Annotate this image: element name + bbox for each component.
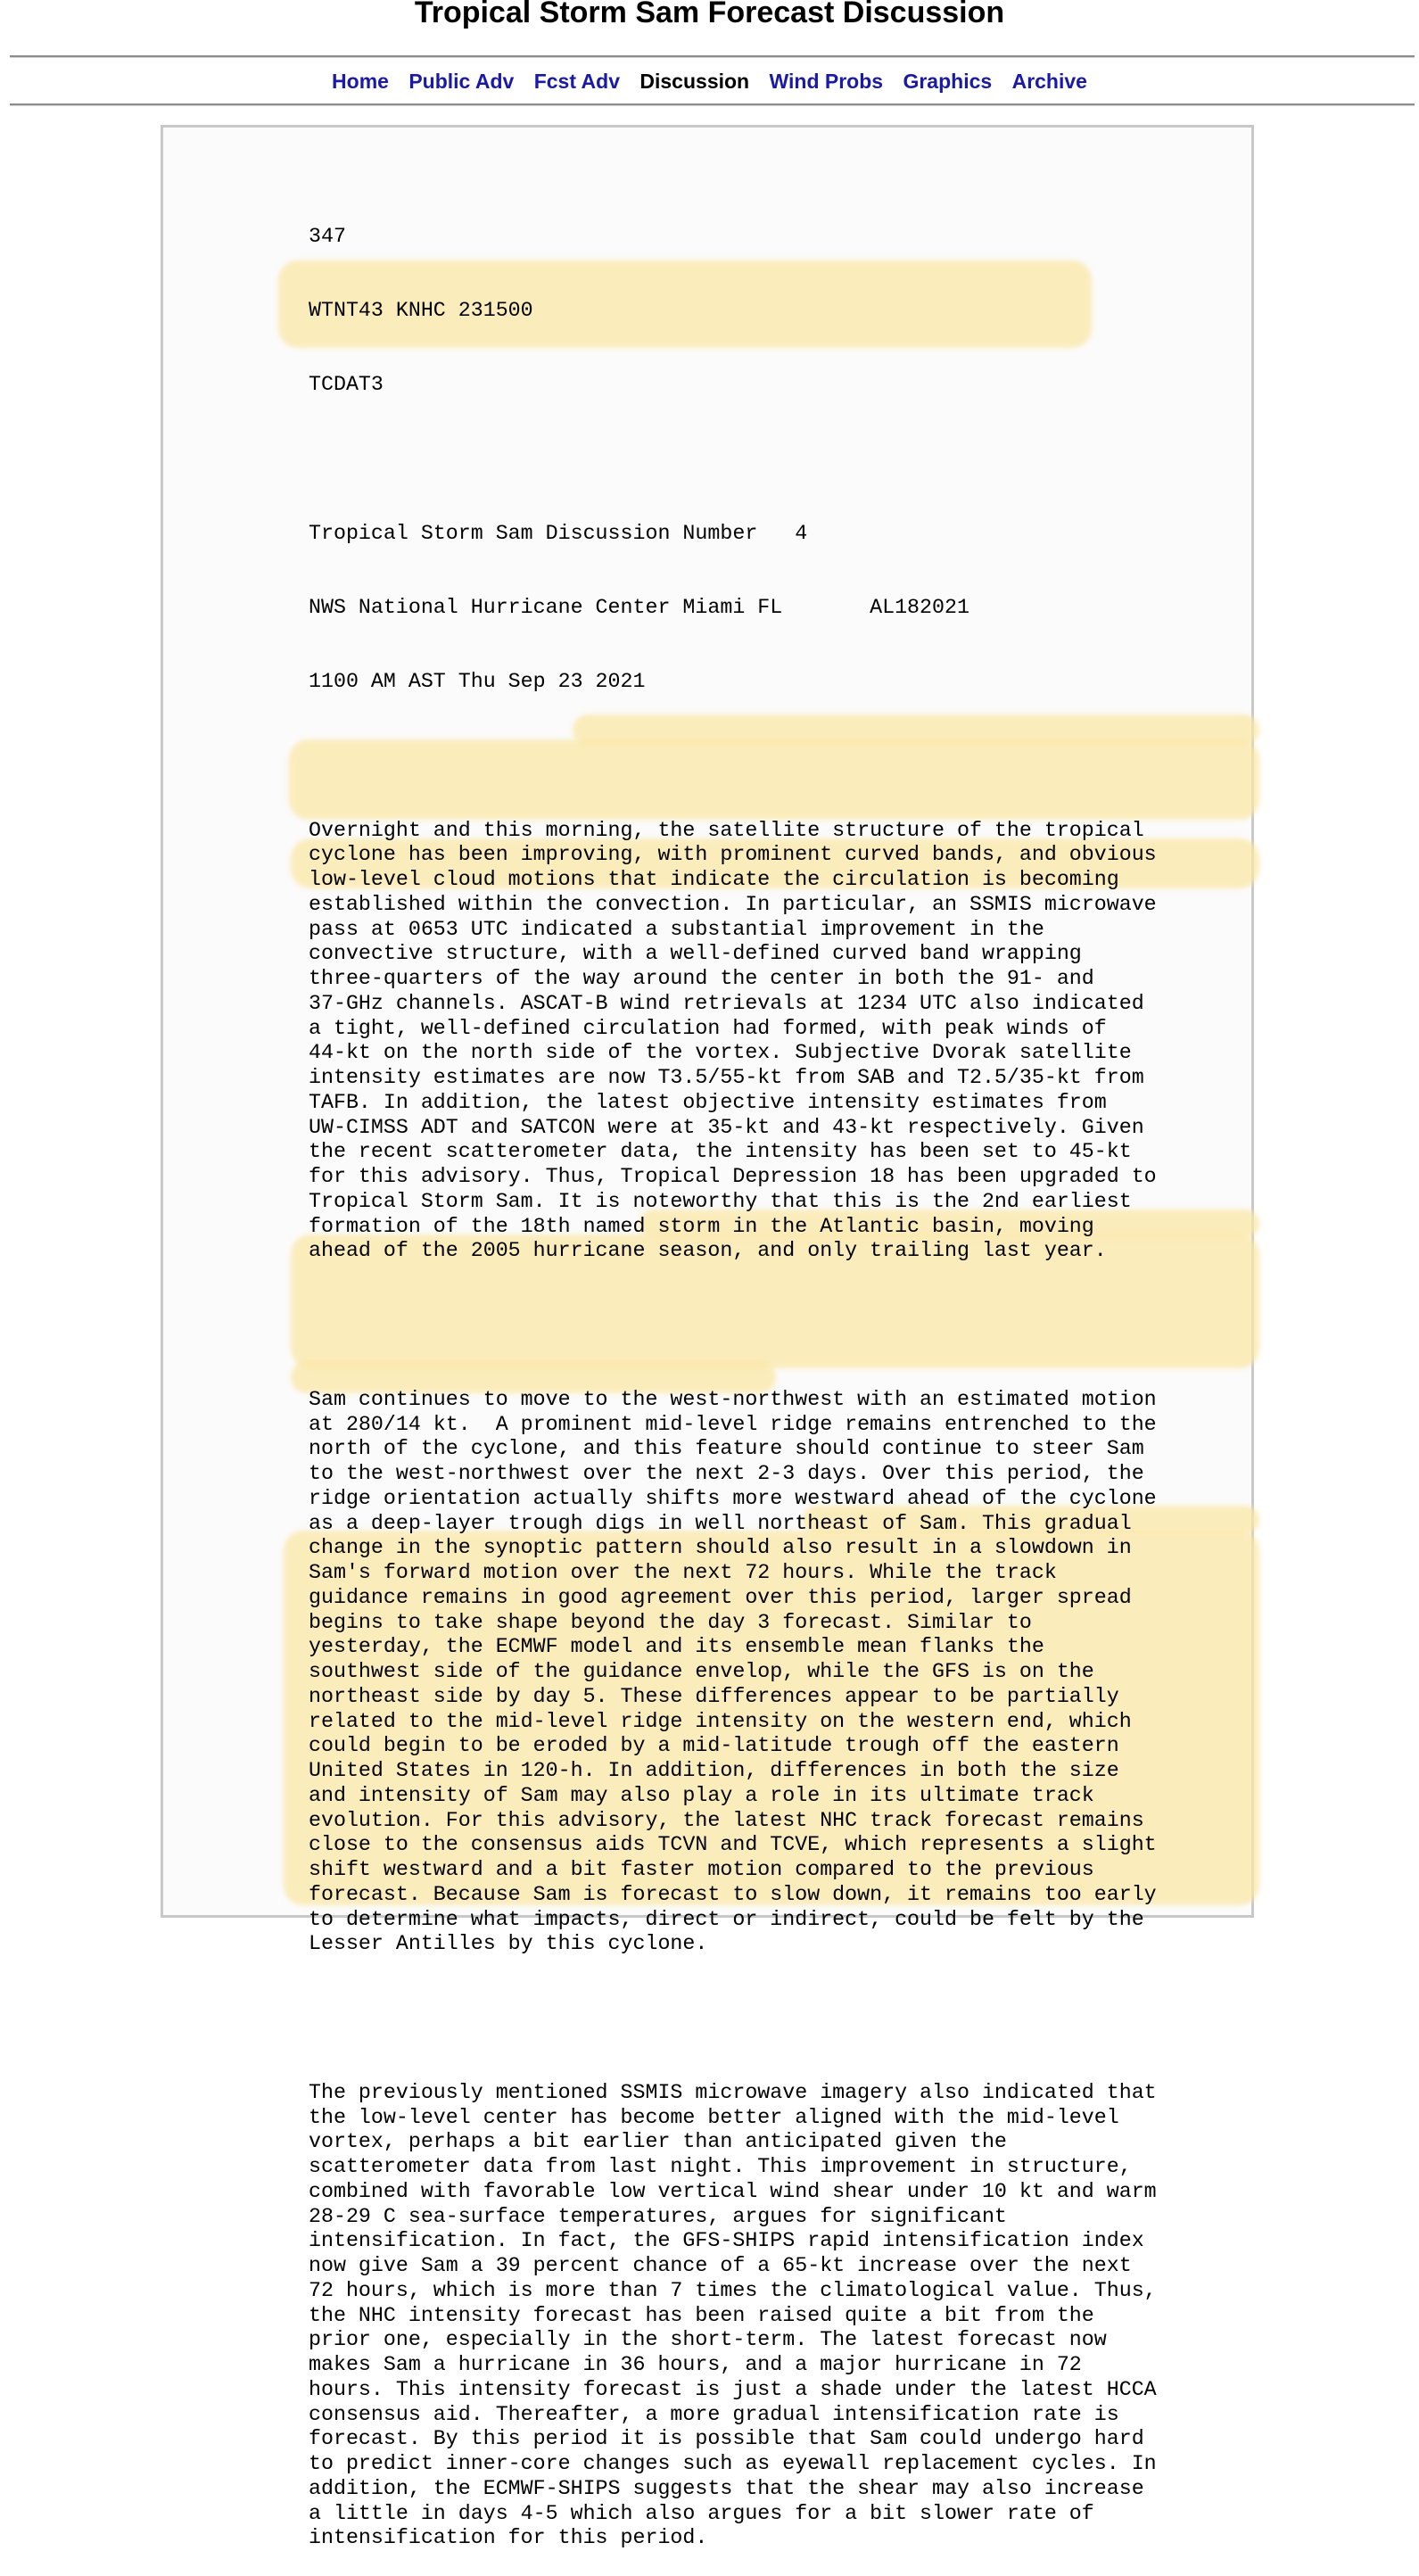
text-line: to predict inner-core changes such as eyewall replacement cycles. In xyxy=(309,2452,1157,2475)
text-line: Overnight and this morning, the satellite structure of the tropical xyxy=(309,818,1144,842)
text-line: and intensity of Sam may also play a role in its ultimate track xyxy=(309,1783,1094,1807)
text-line: evolution. For this advisory, the latest NHC track forecast remains xyxy=(309,1808,1144,1832)
text-line: related to the mid-level ridge intensity on the western end, which xyxy=(309,1709,1132,1733)
text-line: scatterometer data from last night. This improvement in structure, xyxy=(309,2155,1132,2178)
discussion-text xyxy=(309,175,1406,2576)
nav-current-discussion: Discussion xyxy=(639,70,750,93)
text-line: southwest side of the guidance envelop, while the GFS is on the xyxy=(309,1660,1094,1683)
text-line: intensification. In fact, the GFS-SHIPS rapid intensification index xyxy=(309,2229,1144,2253)
text-line: intensification for this period. xyxy=(309,2526,708,2550)
text-line: 72 hours, which is more than 7 times the climatological value. Thus, xyxy=(309,2278,1157,2302)
text-line: shift westward and a bit faster motion compared to the previous xyxy=(309,1858,1094,1881)
text-line: for this advisory. Thus, Tropical Depression 18 has been upgraded to xyxy=(309,1165,1157,1188)
discussion-heading-line: NWS National Hurricane Center Miami FL AL182021 xyxy=(309,595,969,619)
text-line: 37-GHz channels. ASCAT-B wind retrievals at 1234 UTC also indicated xyxy=(309,991,1144,1015)
text-line: UW-CIMSS ADT and SATCON were at 35-kt and 43-kt respectively. Given xyxy=(309,1115,1144,1139)
nav-bar xyxy=(0,70,1419,93)
text-line: to determine what impacts, direct or indirect, could be felt by the xyxy=(309,1907,1144,1931)
text-line: intensity estimates are now T3.5/55-kt from SAB and T2.5/35-kt from xyxy=(309,1066,1144,1089)
text-line: ridge orientation actually shifts more westward ahead of the cyclone xyxy=(309,1486,1157,1510)
text-line: cyclone has been improving, with prominent curved bands, and obvious xyxy=(309,843,1157,867)
text-line: northeast side by day 5. These differences appear to be partially xyxy=(309,1684,1119,1708)
text-line: combined with favorable low vertical wind shear under 10 kt and warm xyxy=(309,2179,1157,2203)
product-id: 347 xyxy=(309,224,346,248)
text-line: vortex, perhaps a bit earlier than anticipated given the xyxy=(309,2130,1007,2154)
awips-id: TCDAT3 xyxy=(309,373,384,396)
text-line: pass at 0653 UTC indicated a substantial improvement in the xyxy=(309,917,1044,941)
text-line: The previously mentioned SSMIS microwave imagery also indicated that xyxy=(309,2080,1157,2104)
nav-link-home[interactable]: Home xyxy=(332,70,389,93)
text-line: north of the cyclone, and this feature should continue to steer Sam xyxy=(309,1437,1144,1461)
text-line: as a deep-layer trough digs in well northeast of Sam. This gradual xyxy=(309,1511,1132,1535)
wmo-header: WTNT43 KNHC 231500 xyxy=(309,298,533,322)
text-line: change in the synoptic pattern should also result in a slowdown in xyxy=(309,1536,1132,1560)
text-line: established within the convection. In particular, an SSMIS microwave xyxy=(309,892,1157,916)
text-line: close to the consensus aids TCVN and TCVE, which represents a slight xyxy=(309,1833,1157,1857)
text-line: prior one, especially in the short-term. The latest forecast now xyxy=(309,2328,1107,2352)
text-line: TAFB. In addition, the latest objective intensity estimates from xyxy=(309,1090,1107,1114)
text-line: guidance remains in good agreement over this period, larger spread xyxy=(309,1585,1132,1609)
text-line: forecast. Because Sam is forecast to slow down, it remains too early xyxy=(309,1882,1157,1906)
text-line: the recent scatterometer data, the intensity has been set to 45-kt xyxy=(309,1140,1132,1164)
text-line: consensus aid. Thereafter, a more gradual intensification rate is xyxy=(309,2402,1119,2426)
text-line: formation of the 18th named storm in the Atlantic basin, moving xyxy=(309,1214,1094,1238)
text-line: makes Sam a hurricane in 36 hours, and a major hurricane in 72 xyxy=(309,2353,1082,2376)
nav-link-fcst-adv[interactable]: Fcst Adv xyxy=(533,70,620,93)
text-line: a little in days 4-5 which also argues for a bit slower rate of xyxy=(309,2501,1094,2525)
text-line: begins to take shape beyond the day 3 forecast. Similar to xyxy=(309,1610,1032,1634)
nav-link-archive[interactable]: Archive xyxy=(1011,70,1087,93)
text-line: forecast. By this period it is possible that Sam could undergo hard xyxy=(309,2427,1144,2451)
nav-link-graphics[interactable]: Graphics xyxy=(903,70,993,93)
text-line: 28-29 C sea-surface temperatures, argues for significant xyxy=(309,2204,1007,2228)
text-line: hours. This intensity forecast is just a shade under the latest HCCA xyxy=(309,2377,1157,2401)
nav-link-public-adv[interactable]: Public Adv xyxy=(408,70,515,93)
text-line: Sam's forward motion over the next 72 hours. While the track xyxy=(309,1561,1057,1584)
text-line: now give Sam a 39 percent chance of a 65-kt increase over the next xyxy=(309,2254,1132,2277)
text-line: Lesser Antilles by this cyclone. xyxy=(309,1932,708,1956)
bottom-divider xyxy=(10,103,1415,106)
text-line: Sam continues to move to the west-northwest with an estimated motion xyxy=(309,1387,1157,1411)
text-line: the low-level center has become better aligned with the mid-level xyxy=(309,2105,1119,2129)
text-line: 44-kt on the north side of the vortex. Subjective Dvorak satellite xyxy=(309,1041,1132,1065)
text-line: Tropical Storm Sam. It is noteworthy that this is the 2nd earliest xyxy=(309,1189,1132,1213)
text-line: could begin to be eroded by a mid-latitude trough off the eastern xyxy=(309,1734,1119,1758)
text-line: at 280/14 kt. A prominent mid-level ridge remains entrenched to the xyxy=(309,1412,1157,1436)
text-line: convective structure, with a well-defined curved band wrapping xyxy=(309,942,1082,966)
text-line: a tight, well-defined circulation had formed, with peak winds of xyxy=(309,1016,1107,1040)
text-line: low-level cloud motions that indicate the circulation is becoming xyxy=(309,868,1119,891)
text-line: three-quarters of the way around the center in both the 91- and xyxy=(309,967,1094,990)
page-title: Tropical Storm Sam Forecast Discussion xyxy=(414,0,1005,29)
discussion-heading-line: 1100 AM AST Thu Sep 23 2021 xyxy=(309,670,646,693)
text-line: to the west-northwest over the next 2-3 days. Over this period, the xyxy=(309,1462,1144,1485)
text-line: the NHC intensity forecast has been raised quite a bit from the xyxy=(309,2303,1094,2327)
top-divider xyxy=(10,55,1415,58)
nav-link-wind-probs[interactable]: Wind Probs xyxy=(769,70,884,93)
text-line: ahead of the 2005 hurricane season, and only trailing last year. xyxy=(309,1239,1107,1263)
text-line: yesterday, the ECMWF model and its ensemble mean flanks the xyxy=(309,1635,1044,1659)
text-line: addition, the ECMWF-SHIPS suggests that the shear may also increase xyxy=(309,2476,1144,2500)
text-line: United States in 120-h. In addition, differences in both the size xyxy=(309,1759,1119,1782)
discussion-heading-line: Tropical Storm Sam Discussion Number 4 xyxy=(309,521,808,545)
